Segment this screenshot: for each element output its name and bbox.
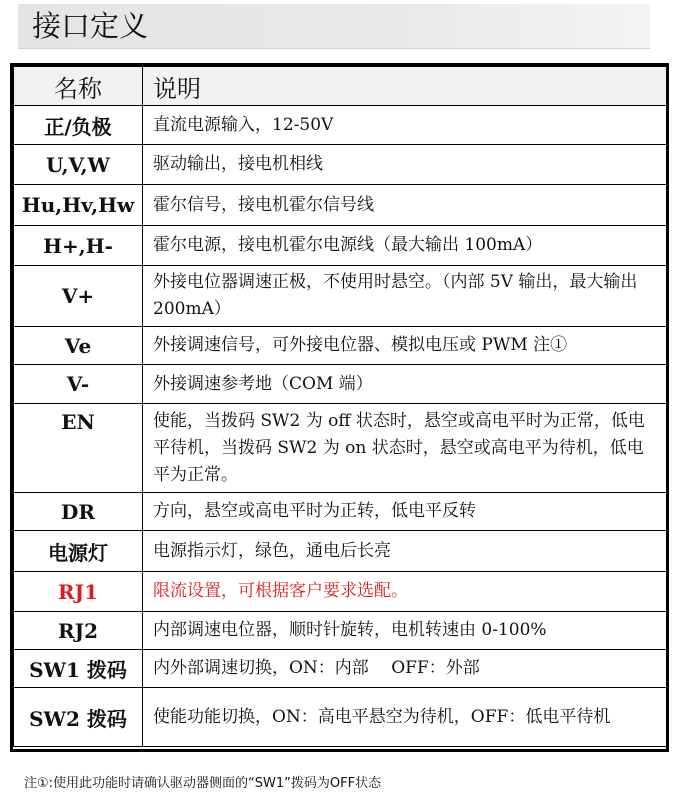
table-row bbox=[14, 327, 667, 365]
row-desc: 电源指示灯，绿色，通电后长亮 bbox=[143, 531, 667, 572]
row-desc: 外接调速参考地（COM 端） bbox=[143, 365, 667, 404]
row-name: V- bbox=[14, 365, 143, 404]
row-name: 正/负极 bbox=[14, 106, 143, 145]
row-desc: 使能，当拨码 SW2 为 off 状态时，悬空或高电平时为正常，低电平待机，当拨码 SW2 为 on 状态时，悬空或高电平为待机，低电平为正常。 bbox=[143, 404, 667, 493]
table-row bbox=[14, 185, 667, 226]
row-name: SW1 拨码 bbox=[14, 650, 143, 688]
section-title: 接口定义 bbox=[32, 9, 149, 43]
row-name: Hu,Hv,Hw bbox=[14, 185, 143, 226]
row-name: RJ2 bbox=[14, 612, 143, 650]
row-name: EN bbox=[14, 404, 143, 493]
table-row bbox=[14, 365, 667, 404]
row-name: DR bbox=[14, 493, 143, 531]
footnote: 注①:使用此功能时请确认驱动器侧面的“SW1”拨码为OFF状态 bbox=[24, 776, 382, 791]
row-desc: 霍尔信号，接电机霍尔信号线 bbox=[143, 185, 667, 226]
row-desc: 限流设置，可根据客户要求选配。 bbox=[143, 572, 667, 612]
row-name: 电源灯 bbox=[14, 531, 143, 572]
table-row bbox=[14, 493, 667, 531]
row-name: H+,H- bbox=[14, 226, 143, 266]
table-row bbox=[14, 612, 667, 650]
table-row bbox=[14, 404, 667, 493]
table-row bbox=[14, 145, 667, 185]
table-row bbox=[14, 650, 667, 688]
row-desc: 外接电位器调速正极，不使用时悬空。（内部 5V 输出，最大输出 200mA） bbox=[143, 266, 667, 327]
table-row bbox=[14, 688, 667, 747]
header-desc: 说明 bbox=[143, 67, 667, 106]
table-row bbox=[14, 226, 667, 266]
table-row bbox=[14, 572, 667, 612]
table-row bbox=[14, 531, 667, 572]
row-desc: 方向，悬空或高电平时为正转，低电平反转 bbox=[143, 493, 667, 531]
row-desc: 使能功能切换，ON：高电平悬空为待机，OFF：低电平待机 bbox=[143, 688, 667, 747]
row-desc: 驱动输出，接电机相线 bbox=[143, 145, 667, 185]
row-name: RJ1 bbox=[14, 572, 143, 612]
row-desc: 霍尔电源，接电机霍尔电源线（最大输出 100mA） bbox=[143, 226, 667, 266]
row-name: U,V,W bbox=[14, 145, 143, 185]
interface-table bbox=[13, 66, 667, 747]
table-header-row bbox=[14, 67, 667, 106]
row-desc: 内部调速电位器，顺时针旋转，电机转速由 0-100% bbox=[143, 612, 667, 650]
table-row bbox=[14, 106, 667, 145]
row-desc: 内外部调速切换，ON：内部 OFF：外部 bbox=[143, 650, 667, 688]
row-desc: 外接调速信号，可外接电位器、模拟电压或 PWM 注① bbox=[143, 327, 667, 365]
header-name: 名称 bbox=[14, 67, 143, 106]
section-title-bar bbox=[18, 4, 650, 49]
row-desc: 直流电源输入，12-50V bbox=[143, 106, 667, 145]
row-name: V+ bbox=[14, 266, 143, 327]
row-name: Ve bbox=[14, 327, 143, 365]
row-name: SW2 拨码 bbox=[14, 688, 143, 747]
table-row bbox=[14, 266, 667, 327]
